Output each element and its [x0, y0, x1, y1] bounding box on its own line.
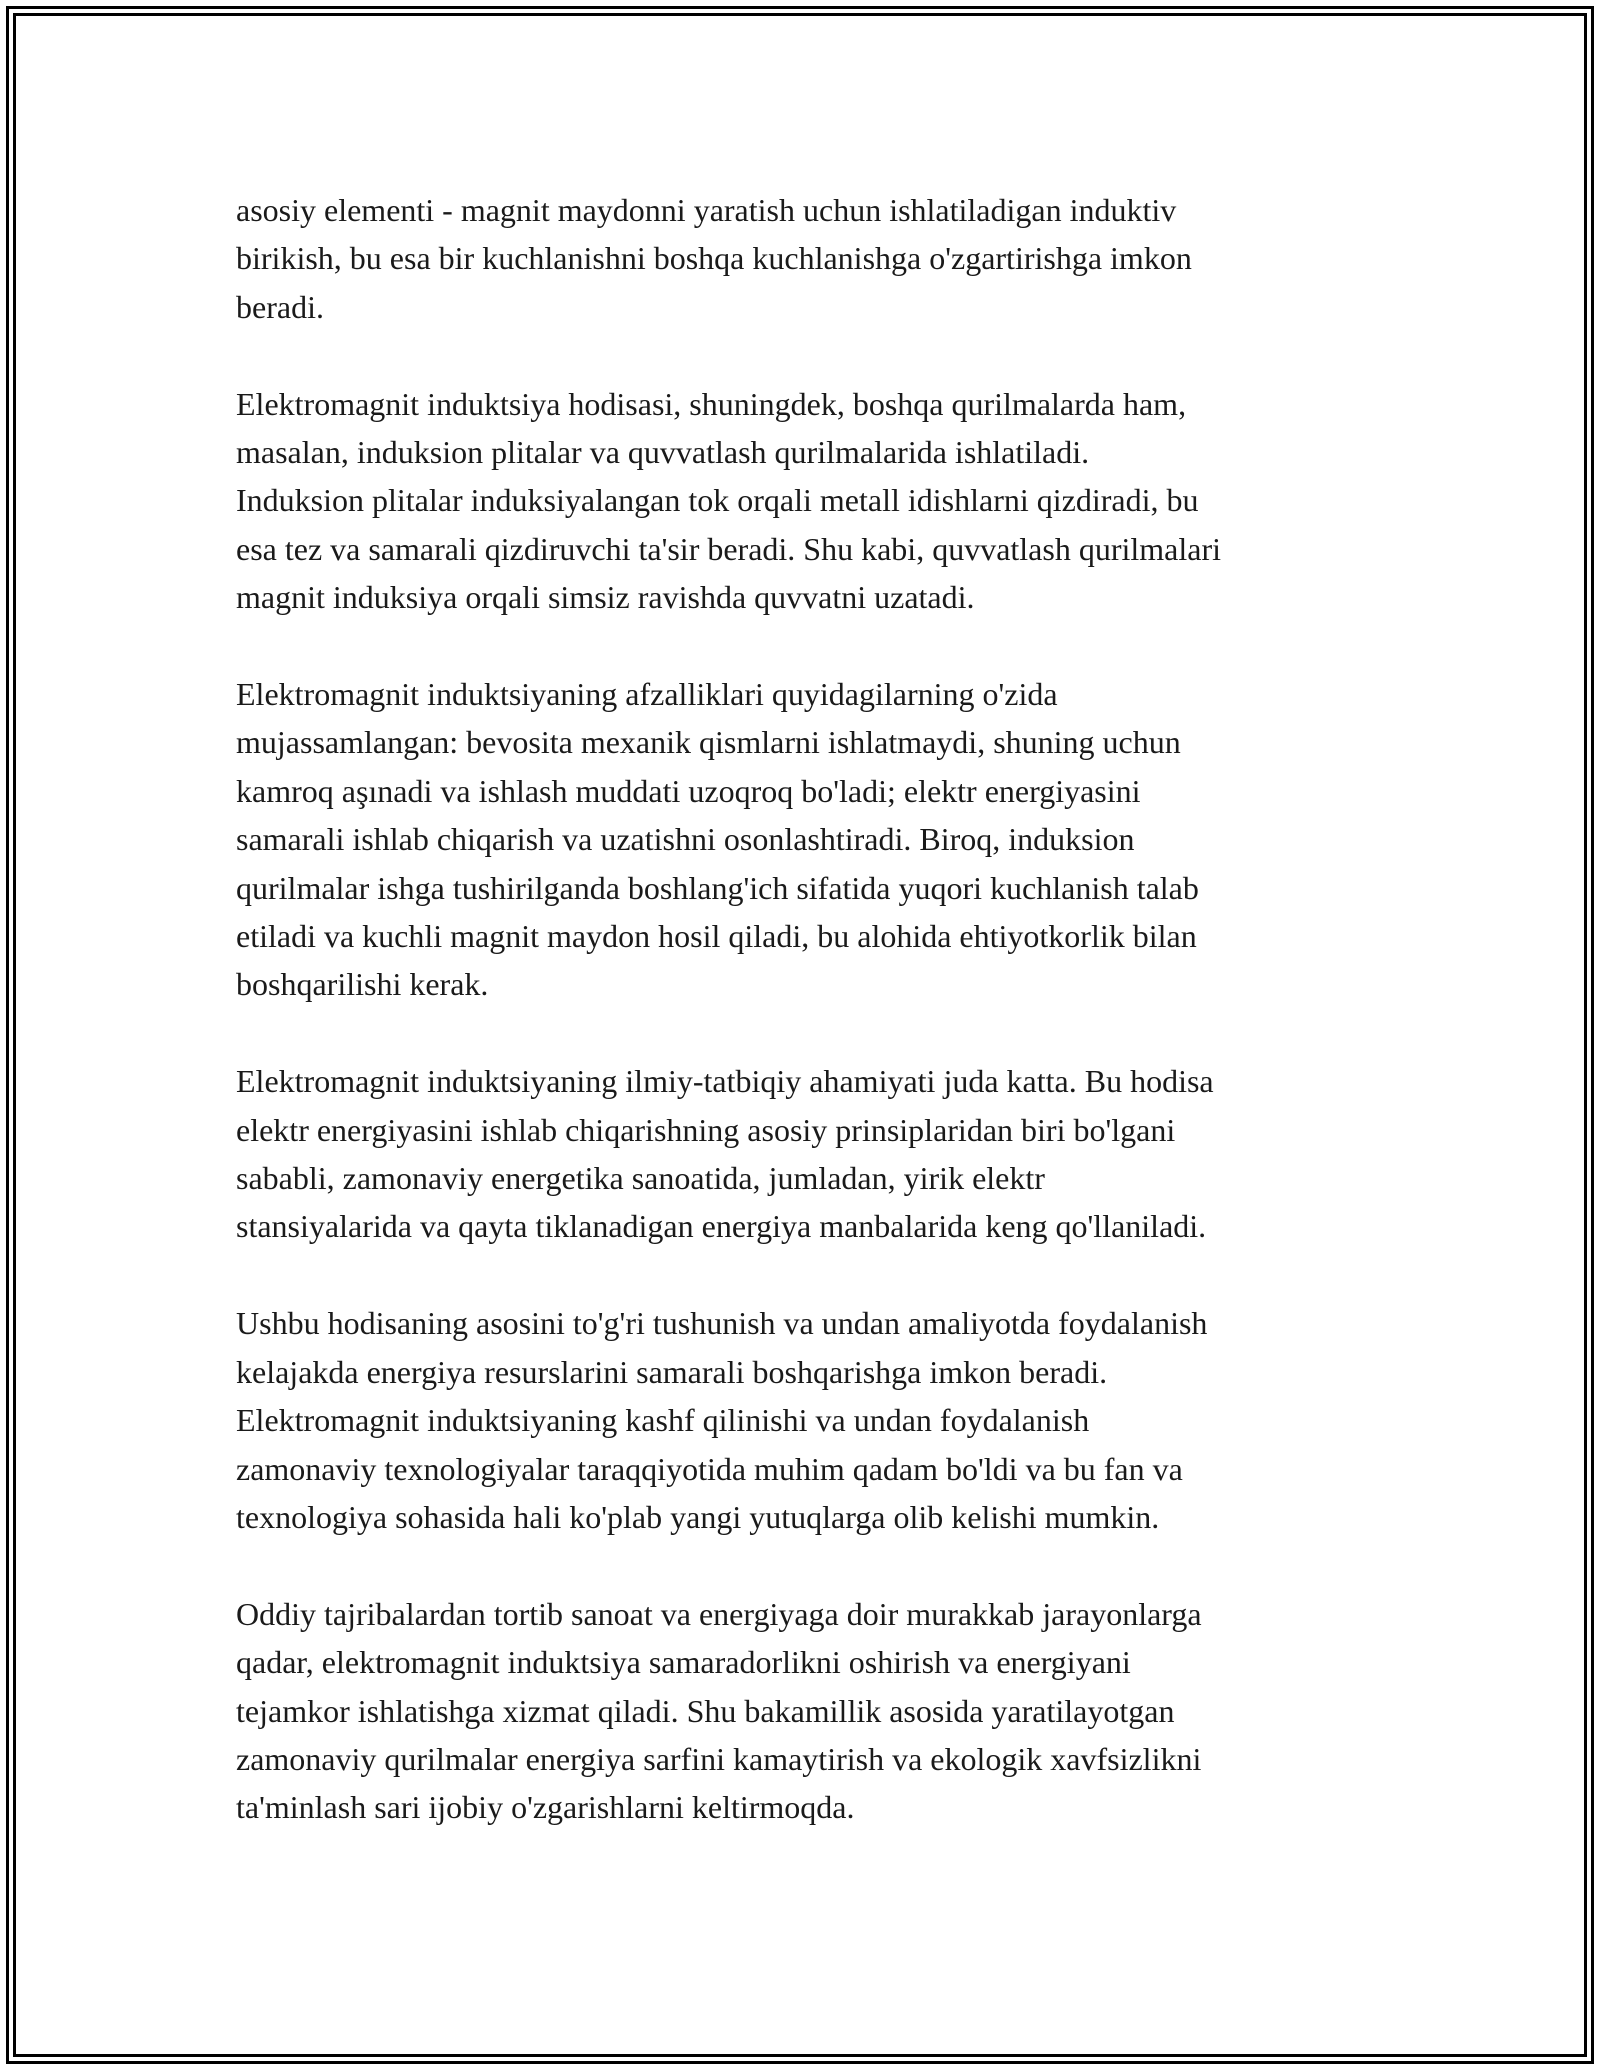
- text-line: Elektromagnit induktsiyaning kashf qilinishi va undan foydalanish: [236, 1402, 1090, 1439]
- text-line: beradi.: [236, 288, 324, 325]
- text-line: qurilmalar ishga tushirilganda boshlang'ich sifatida yuqori kuchlanish talab: [236, 869, 1199, 906]
- text-line: birikish, bu esa bir kuchlanishni boshqa kuchlanishga o'zgartirishga imkon: [236, 240, 1192, 277]
- paragraph-2: [236, 380, 1416, 622]
- text-line: texnologiya sohasida hali ko'plab yangi yutuqlarga olib kelishi mumkin.: [236, 1498, 1160, 1535]
- document-body: [236, 186, 1416, 1880]
- text-line: samarali ishlab chiqarish va uzatishni osonlashtiradi. Biroq, induksion: [236, 821, 1135, 858]
- text-line: ta'minlash sari ijobiy o'zgarishlarni keltirmoqda.: [236, 1789, 855, 1826]
- text-line: qadar, elektromagnit induktsiya samaradorlikni oshirish va energiyani: [236, 1644, 1131, 1681]
- text-line: sababli, zamonaviy energetika sanoatida, jumladan, yirik elektr: [236, 1160, 1045, 1197]
- text-line: kelajakda energiya resurslarini samarali boshqarishga imkon beradi.: [236, 1353, 1108, 1390]
- text-line: zamonaviy qurilmalar energiya sarfini kamaytirish va ekologik xavfsizlikni: [236, 1740, 1202, 1777]
- text-line: Ushbu hodisaning asosini to'g'ri tushunish va undan amaliyotda foydalanish: [236, 1305, 1208, 1342]
- text-line: stansiyalarida va qayta tiklanadigan energiya manbalarida keng qo'llaniladi.: [236, 1208, 1207, 1245]
- text-line: tejamkor ishlatishga xizmat qiladi. Shu bakamillik asosida yaratilayotgan: [236, 1692, 1175, 1729]
- text-line: kamroq aşınadi va ishlash muddati uzoqroq bo'ladi; elektr energiyasini: [236, 772, 1141, 809]
- text-line: etiladi va kuchli magnit maydon hosil qiladi, bu alohida ehtiyotkorlik bilan: [236, 918, 1197, 955]
- text-line: Oddiy tajribalardan tortib sanoat va energiyaga doir murakkab jarayonlarga: [236, 1595, 1202, 1632]
- text-line: Elektromagnit induktsiyaning ilmiy-tatbiqiy ahamiyati juda katta. Bu hodisa: [236, 1063, 1214, 1100]
- text-line: Elektromagnit induktsiyaning afzalliklari quyidagilarning o'zida: [236, 676, 1058, 713]
- text-line: esa tez va samarali qizdiruvchi ta'sir beradi. Shu kabi, quvvatlash qurilmalari: [236, 530, 1221, 567]
- text-line: mujassamlangan: bevosita mexanik qismlarni ishlatmaydi, shuning uchun: [236, 724, 1181, 761]
- text-line: Induksion plitalar induksiyalangan tok orqali metall idishlarni qizdiradi, bu: [236, 482, 1199, 519]
- paragraph-1: [236, 186, 1416, 331]
- text-line: asosiy elementi - magnit maydonni yaratish uchun ishlatiladigan induktiv: [236, 192, 1177, 228]
- text-line: Elektromagnit induktsiya hodisasi, shuningdek, boshqa qurilmalarda ham,: [236, 385, 1187, 422]
- paragraph-6: [236, 1590, 1416, 1832]
- text-line: masalan, induksion plitalar va quvvatlash qurilmalarida ishlatiladi.: [236, 434, 1090, 471]
- text-line: elektr energiyasini ishlab chiqarishning asosiy prinsiplaridan biri bo'lgani: [236, 1111, 1176, 1148]
- text-line: boshqarilishi kerak.: [236, 966, 489, 1003]
- paragraph-4: [236, 1057, 1416, 1251]
- paragraph-5: [236, 1299, 1416, 1541]
- paragraph-3: [236, 670, 1416, 1009]
- text-line: zamonaviy texnologiyalar taraqqiyotida muhim qadam bo'ldi va bu fan va: [236, 1450, 1183, 1487]
- text-line: magnit induksiya orqali simsiz ravishda quvvatni uzatadi.: [236, 579, 975, 616]
